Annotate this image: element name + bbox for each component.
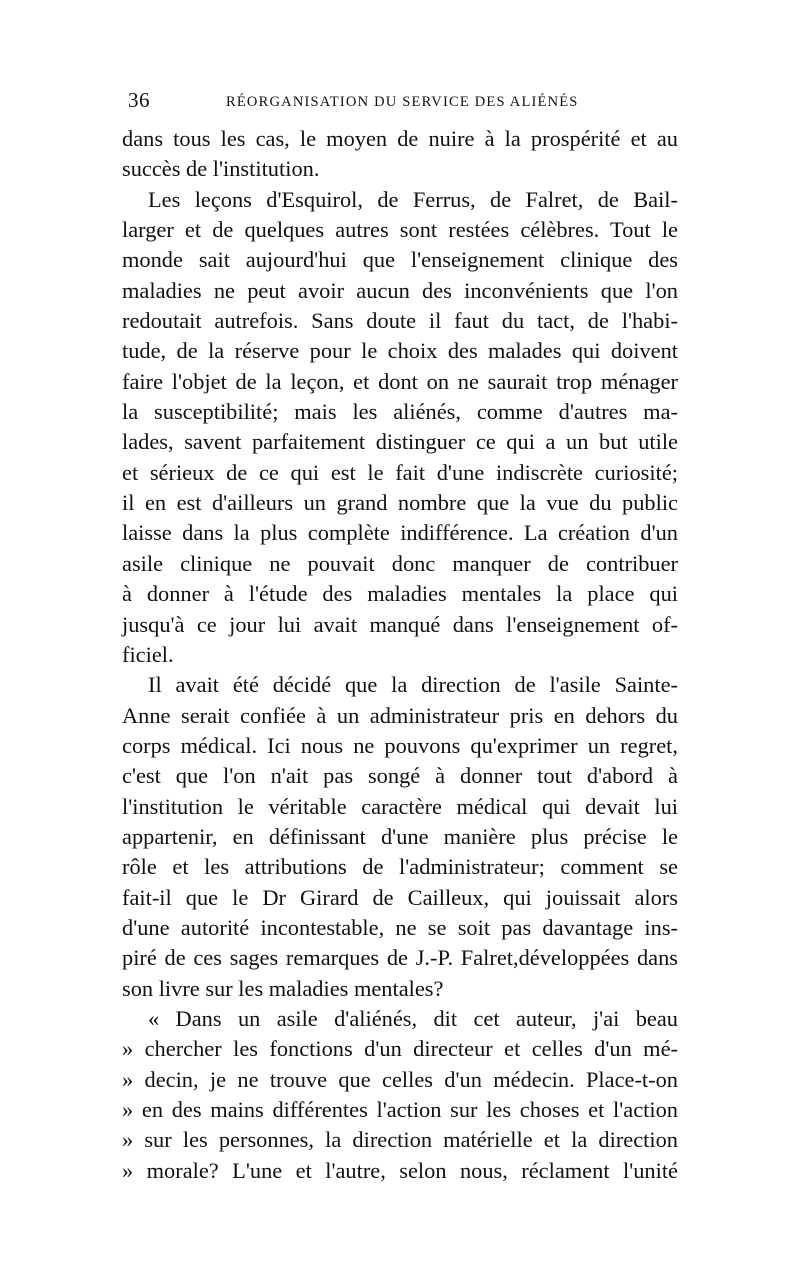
text-line: Les leçons d'Esquirol, de Ferrus, de Falret, de Bail-: [148, 186, 678, 212]
text-line: redoutait autrefois. Sans doute il faut du tact, de l'habi-: [122, 308, 678, 334]
text-line: dans tous les cas, le moyen de nuire à la prospérité et au: [122, 126, 678, 151]
text-line: succès de l'institution.: [122, 156, 320, 182]
quote-line: « Dans un asile d'aliénés, dit cet auteur, j'ai beau: [148, 1005, 678, 1031]
text-line: tude, de la réserve pour le choix des malades qui doivent: [122, 338, 678, 364]
running-head: [128, 88, 680, 118]
text-line: Il avait été décidé que la direction de l'asile Sainte-: [148, 672, 678, 698]
text-line: asile clinique ne pouvait donc manquer de contribuer: [122, 550, 678, 576]
page-number: 36: [128, 88, 150, 112]
quote-line: » sur les personnes, la direction matérielle et la direction: [122, 1127, 678, 1153]
text-line: corps médical. Ici nous ne pouvons qu'exprimer un regret,: [122, 732, 678, 758]
text-line: laisse dans la plus complète indifférence. La création d'un: [122, 520, 678, 546]
text-line: fait-il que le Dr Girard de Cailleux, qui jouissait alors: [122, 884, 678, 910]
quote-line: » chercher les fonctions d'un directeur et celles d'un mé-: [122, 1036, 678, 1062]
text-line: Anne serait confiée à un administrateur pris en dehors du: [122, 702, 678, 728]
text-line: ficiel.: [122, 641, 174, 667]
text-line: larger et de quelques autres sont restées célèbres. Tout le: [122, 217, 678, 243]
text-line: d'une autorité incontestable, ne se soit pas davantage ins-: [122, 914, 678, 940]
text-line: piré de ces sages remarques de J.-P. Falret,développées dans: [122, 945, 678, 971]
text-line: c'est que l'on n'ait pas songé à donner tout d'abord à: [122, 763, 678, 789]
text-line: faire l'objet de la leçon, et dont on ne saurait trop ménager: [122, 368, 678, 394]
text-line: la susceptibilité; mais les aliénés, comme d'autres ma-: [122, 399, 678, 425]
quote-line: » en des mains différentes l'action sur les choses et l'action: [122, 1097, 678, 1122]
text-line: il en est d'ailleurs un grand nombre que la vue du public: [122, 490, 678, 516]
text-line: monde sait aujourd'hui que l'enseignement clinique des: [122, 247, 678, 273]
text-line: jusqu'à ce jour lui avait manqué dans l'enseignement of-: [122, 611, 678, 637]
quote-line: » decin, je ne trouve que celles d'un médecin. Place-t-on: [122, 1066, 678, 1092]
quote-line: » morale? L'une et l'autre, selon nous, réclament l'unité: [122, 1157, 678, 1183]
text-line: lades, savent parfaitement distinguer ce qui a un but utile: [122, 429, 678, 455]
text-line: l'institution le véritable caractère médical qui devait lui: [122, 793, 678, 819]
body-text: [122, 124, 678, 1186]
text-line: appartenir, en définissant d'une manière plus précise le: [122, 823, 678, 849]
text-line: maladies ne peut avoir aucun des inconvénients que l'on: [122, 277, 678, 303]
text-line: rôle et les attributions de l'administrateur; comment se: [122, 854, 678, 880]
running-title: RÉORGANISATION DU SERVICE DES ALIÉNÉS: [226, 94, 579, 110]
text-line: à donner à l'étude des maladies mentales la place qui: [122, 581, 678, 607]
text-line: son livre sur les maladies mentales?: [122, 975, 444, 1001]
text-line: et sérieux de ce qui est le fait d'une indiscrète curiosité;: [122, 459, 678, 485]
